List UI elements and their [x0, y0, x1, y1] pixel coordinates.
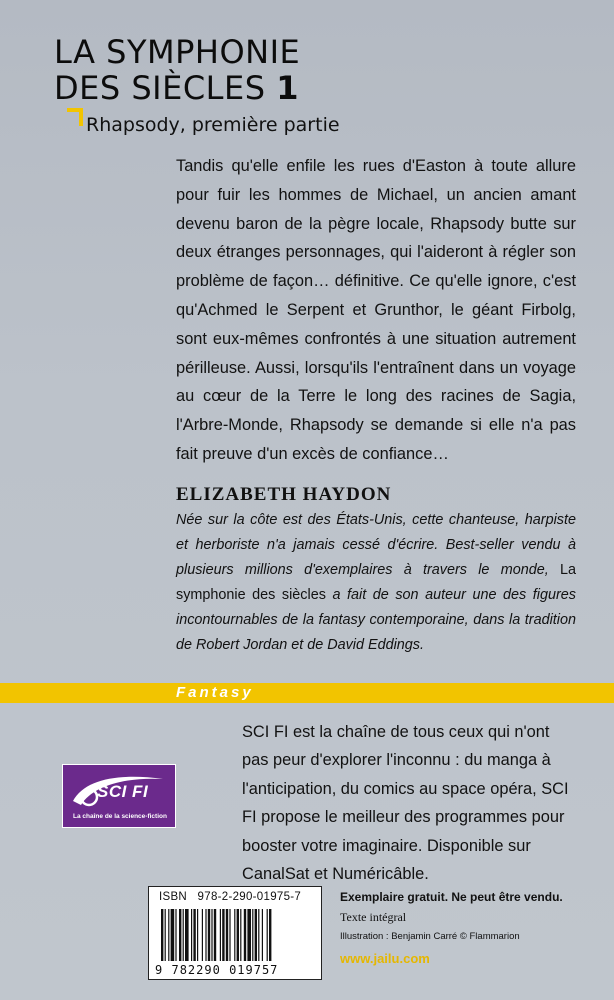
barcode-box: [148, 886, 322, 980]
book-title: [54, 34, 300, 106]
author-bio: [176, 508, 576, 658]
scifi-logo: [62, 764, 176, 828]
volume-number: 1: [276, 69, 299, 107]
title-line-1: LA SYMPHONIE: [54, 33, 301, 71]
barcode-image: [161, 909, 311, 961]
scifi-tagline: La chaîne de la science-fiction: [73, 813, 167, 820]
scifi-logo-text: SCI FI: [97, 782, 149, 801]
ean-digits: [155, 963, 278, 977]
illustration-credits: Illustration : Benjamin Carré © Flammarion: [340, 931, 520, 942]
ean-first-digit: 9: [155, 963, 164, 977]
isbn-label: ISBN: [159, 891, 188, 903]
corner-bracket-decoration: [67, 108, 83, 126]
isbn: [159, 891, 301, 903]
title-line-2: DES SIÈCLES: [54, 69, 266, 107]
author-bio-part-1: Née sur la côte est des États-Unis, cette chanteuse, harpiste et herboriste n'a jamais cessé d'écrire. Best-seller vendu à plusieurs millions d'exemplaires à travers le monde,: [176, 512, 576, 578]
author-bio-book-title: La symphonie des siècles: [176, 562, 577, 603]
ean-right-group: 019757: [229, 963, 279, 977]
genre-band: [0, 683, 614, 703]
author-bio-part-2: a fait de son auteur une des figures incontournables de la fantasy contemporaine, dans la tradition de Robert Jordan et de David Eddings.: [176, 587, 577, 653]
ean-left-group: 782290: [171, 963, 221, 977]
free-copy-notice: Exemplaire gratuit. Ne peut être vendu.: [340, 890, 563, 904]
genre-label: Fantasy: [176, 684, 254, 701]
book-subtitle: Rhapsody, première partie: [86, 114, 340, 136]
publisher-website[interactable]: www.jailu.com: [340, 951, 430, 966]
isbn-number: 978-2-290-01975-7: [197, 891, 302, 903]
author-name: ELIZABETH HAYDON: [176, 484, 392, 505]
back-cover-blurb: Tandis qu'elle enfile les rues d'Easton à toute allure pour fuir les hommes de Michael, un ancien amant devenu baron de la pègre locale, Rhapsody butte sur deux étranges personnages, qui l'aideront à régler son problème de façon… définitive. Ce qu'elle ignore, c'est qu'Achmed le Serpent et Grunthor, le géant Firbolg, sont eux-mêmes confrontés à une situation autrement périlleuse. Aussi, lorsqu'ils l'entraînent dans un voyage au cœur de la Terre le long des racines de Sagia, l'Arbre-Monde, Rhapsody se demande si elle n'a pas fait preuve d'un excès de confiance…: [176, 157, 576, 463]
integral-text-notice: Texte intégral: [340, 910, 407, 924]
scifi-ad-text: SCI FI est la chaîne de tous ceux qui n'ont pas peur d'explorer l'inconnu : du manga à l'anticipation, du comics au space opéra, SCI FI propose le meilleur des programmes pour booster votre imaginaire. Disponible sur CanalSat et Numéricâble.: [242, 723, 569, 884]
